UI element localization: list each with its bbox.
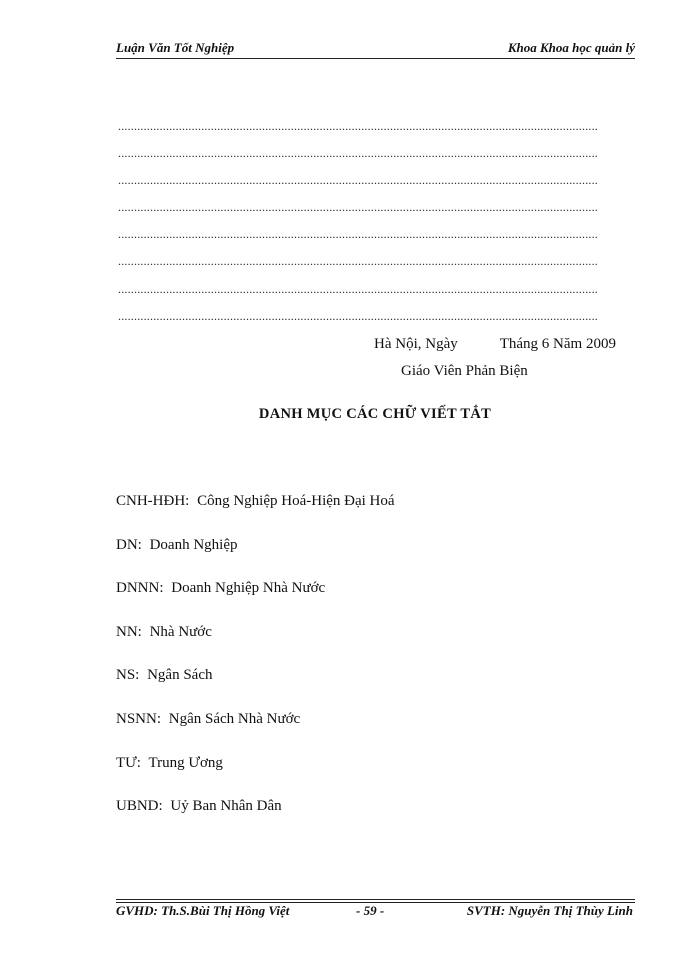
comment-line: ...................................................................................................................................................... — [118, 119, 598, 133]
abbreviation-value: Ngân Sách — [147, 667, 213, 684]
signature-date — [374, 336, 616, 353]
footer-advisor: GVHD: Th.S.Bùi Thị Hồng Việt — [116, 903, 290, 918]
abbreviation-value: Ngân Sách Nhà Nước — [168, 710, 301, 727]
abbreviation-item — [116, 709, 395, 753]
signature-role: Giáo Viên Phản Biện — [401, 363, 528, 379]
abbreviation-key: TƯ: — [116, 754, 141, 771]
abbreviation-key: UBND: — [116, 798, 163, 815]
comment-line: ...................................................................................................................................................... — [118, 200, 598, 214]
header-faculty: Khoa Khoa học quản lý — [507, 40, 635, 55]
abbreviation-value: Uỷ Ban Nhân Dân — [170, 798, 282, 815]
abbreviation-key: NSNN: — [116, 710, 162, 727]
abbreviation-item — [116, 753, 395, 797]
signature-place-day: Hà Nội, Ngày — [374, 336, 458, 352]
signature-month-year: Tháng 6 Năm 2009 — [499, 336, 616, 352]
abbreviation-key: DNNN: — [116, 580, 164, 597]
abbreviation-key: CNH-HĐH: — [116, 493, 190, 509]
header-rule — [116, 58, 635, 59]
comment-line: ...................................................................................................................................................... — [118, 173, 598, 187]
abbreviation-value: Doanh Nghiệp Nhà Nước — [171, 580, 326, 597]
abbreviation-value: Trung Ương — [148, 754, 223, 771]
abbreviation-item — [116, 578, 395, 622]
abbreviation-item — [116, 535, 395, 579]
section-title: DANH MỤC CÁC CHỮ VIẾT TẮT — [258, 406, 492, 422]
footer-student: SVTH: Nguyễn Thị Thùy Linh — [466, 903, 633, 918]
abbreviation-value: Nhà Nước — [149, 623, 212, 640]
header-thesis-title: Luận Văn Tốt Nghiệp — [116, 40, 235, 55]
comment-line: ...................................................................................................................................................... — [118, 309, 598, 323]
abbreviation-key: DN: — [116, 536, 142, 553]
abbreviation-list — [116, 491, 395, 840]
abbreviation-item — [116, 491, 395, 535]
abbreviation-item — [116, 622, 395, 666]
abbreviation-item — [116, 796, 395, 840]
footer-rule — [116, 899, 635, 900]
comment-line: ...................................................................................................................................................... — [118, 282, 598, 296]
page-number: - 59 - — [356, 903, 385, 918]
abbreviation-value: Doanh Nghiệp — [149, 536, 238, 553]
comment-line: ...................................................................................................................................................... — [118, 146, 598, 160]
page-header — [116, 40, 635, 60]
comment-line: ...................................................................................................................................................... — [118, 227, 598, 241]
abbreviation-item — [116, 665, 395, 709]
abbreviation-key: NN: — [116, 623, 142, 640]
abbreviation-value: Công Nghiệp Hoá-Hiện Đại Hoá — [197, 493, 395, 509]
comment-line: ...................................................................................................................................................... — [118, 254, 598, 268]
abbreviation-key: NS: — [116, 667, 140, 684]
